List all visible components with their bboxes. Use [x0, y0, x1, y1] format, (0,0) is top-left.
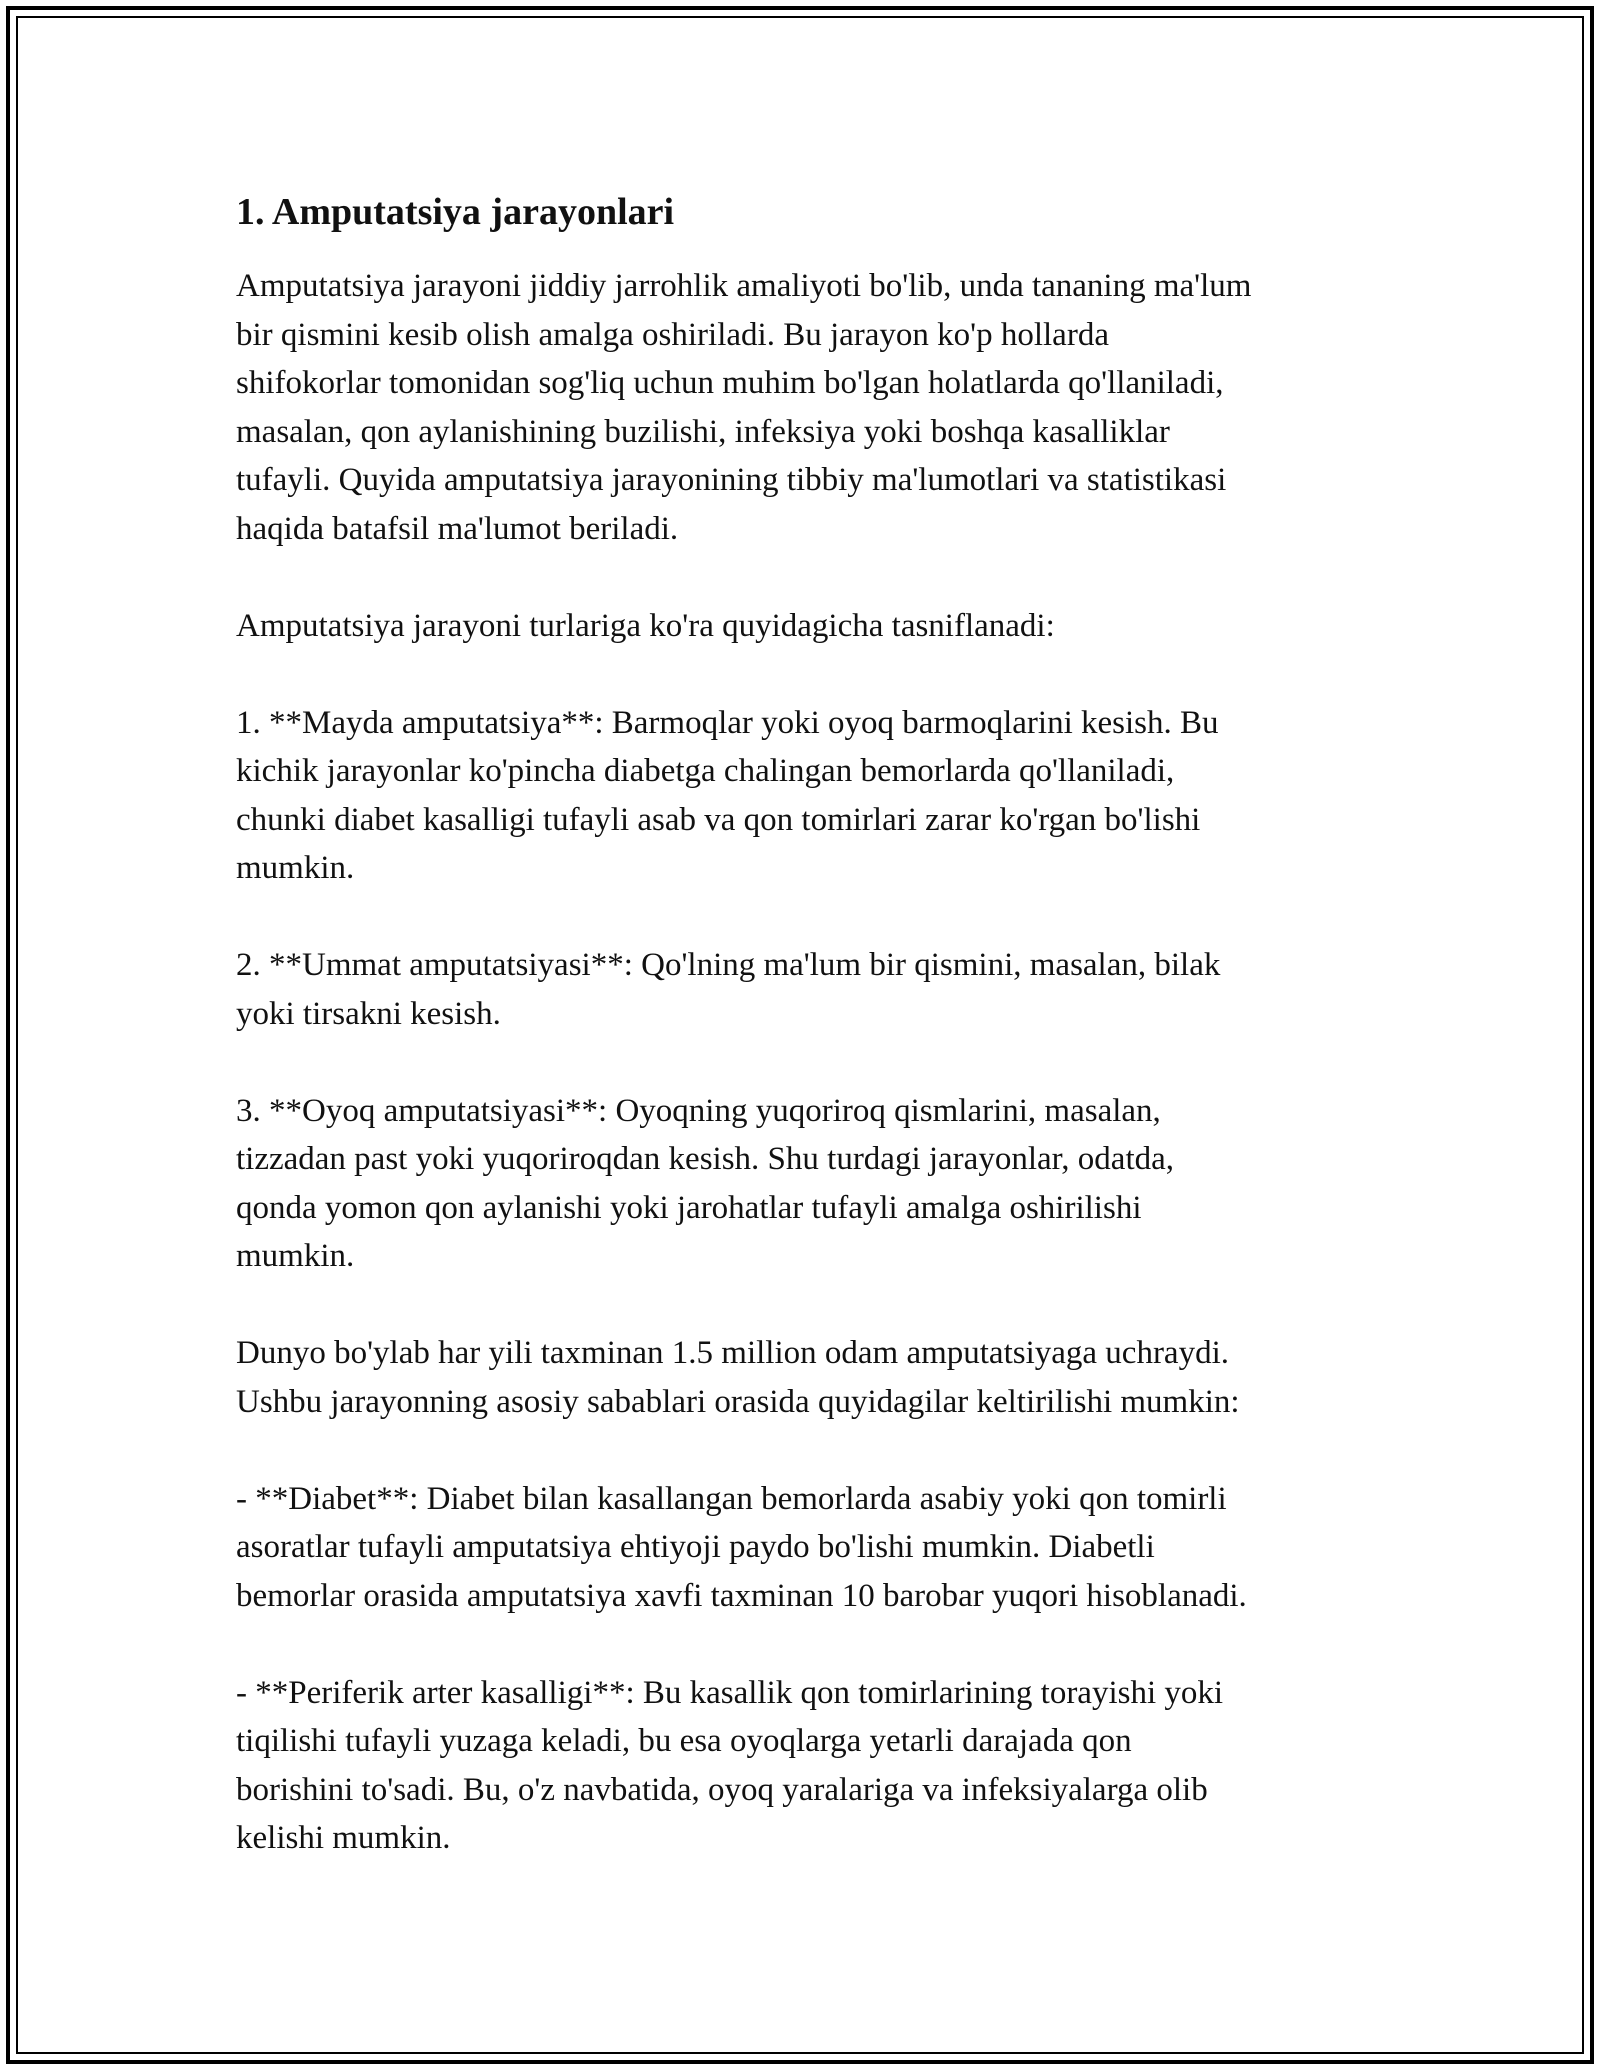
list-item-arm-amputation [236, 941, 1376, 1038]
text-line: - **Diabet**: Diabet bilan kasallangan bemorlarda asabiy yoki qon tomirli [236, 1480, 1227, 1517]
section-title: 1. Amputatsiya jarayonlari [236, 191, 675, 233]
text-line: kichik jarayonlar ko'pincha diabetga chalingan bemorlarda qo'llaniladi, [236, 753, 1175, 789]
text-line: 2. **Ummat amputatsiyasi**: Qo'lning ma'lum bir qismini, masalan, bilak [236, 947, 1221, 983]
paragraph-intro [236, 262, 1376, 553]
text-line: yoki tirsakni kesish. [236, 995, 501, 1032]
text-line: bemorlar orasida amputatsiya xavfi taxminan 10 barobar yuqori hisoblanadi. [236, 1577, 1247, 1614]
text-line: masalan, qon aylanishining buzilishi, infeksiya yoki boshqa kasalliklar [236, 413, 1170, 450]
text-line: chunki diabet kasalligi tufayli asab va qon tomirlari zarar ko'rgan bo'lishi [236, 801, 1201, 838]
text-line: qonda yomon qon aylanishi yoki jarohatlar tufayli amalga oshirilishi [236, 1189, 1142, 1226]
text-line: haqida batafsil ma'lumot beriladi. [236, 510, 679, 547]
text-line: Amputatsiya jarayoni jiddiy jarrohlik amaliyoti bo'lib, unda tananing ma'lum [236, 268, 1252, 304]
text-line: tiqilishi tufayli yuzaga keladi, bu esa oyoqlarga yetarli darajada qon [236, 1723, 1132, 1759]
list-item-leg-amputation [236, 1087, 1376, 1281]
text-line: kelishi mumkin. [236, 1820, 451, 1856]
paragraph-statistics [236, 1329, 1376, 1426]
text-line: Dunyo bo'ylab har yili taxminan 1.5 million odam amputatsiyaga uchraydi. [236, 1335, 1229, 1371]
text-line: Ushbu jarayonning asosiy sabablari orasida quyidagilar keltirilishi mumkin: [236, 1383, 1240, 1420]
text-line: 1. **Mayda amputatsiya**: Barmoqlar yoki oyoq barmoqlarini kesish. Bu [236, 704, 1219, 741]
text-line: bir qismini kesib olish amalga oshiriladi. Bu jarayon ko'p hollarda [236, 316, 1109, 353]
paragraph-classification-intro [236, 602, 1376, 651]
text-line: - **Periferik arter kasalligi**: Bu kasallik qon tomirlarining torayishi yoki [236, 1674, 1224, 1711]
text-line: asoratlar tufayli amputatsiya ehtiyoji paydo bo'lishi mumkin. Diabetli [236, 1529, 1155, 1565]
text-line: tufayli. Quyida amputatsiya jarayonining tibbiy ma'lumotlari va statistikasi [236, 462, 1227, 498]
list-item-minor-amputation [236, 699, 1376, 893]
bullet-item-peripheral-artery-disease [236, 1669, 1376, 1863]
text-line: mumkin. [236, 1238, 355, 1274]
text-line: borishini to'sadi. Bu, o'z navbatida, oyoq yaralariga va infeksiyalarga olib [236, 1771, 1208, 1808]
text-line: 3. **Oyoq amputatsiyasi**: Oyoqning yuqoriroq qismlarini, masalan, [236, 1092, 1161, 1129]
text-line: Amputatsiya jarayoni turlariga ko'ra quyidagicha tasniflanadi: [236, 607, 1055, 644]
text-line: shifokorlar tomonidan sog'liq uchun muhim bo'lgan holatlarda qo'llaniladi, [236, 365, 1224, 401]
text-line: tizzadan past yoki yuqoriroqdan kesish. Shu turdagi jarayonlar, odatda, [236, 1141, 1175, 1177]
document-body [236, 188, 1376, 1911]
text-line: mumkin. [236, 850, 355, 886]
bullet-item-diabetes [236, 1475, 1376, 1621]
